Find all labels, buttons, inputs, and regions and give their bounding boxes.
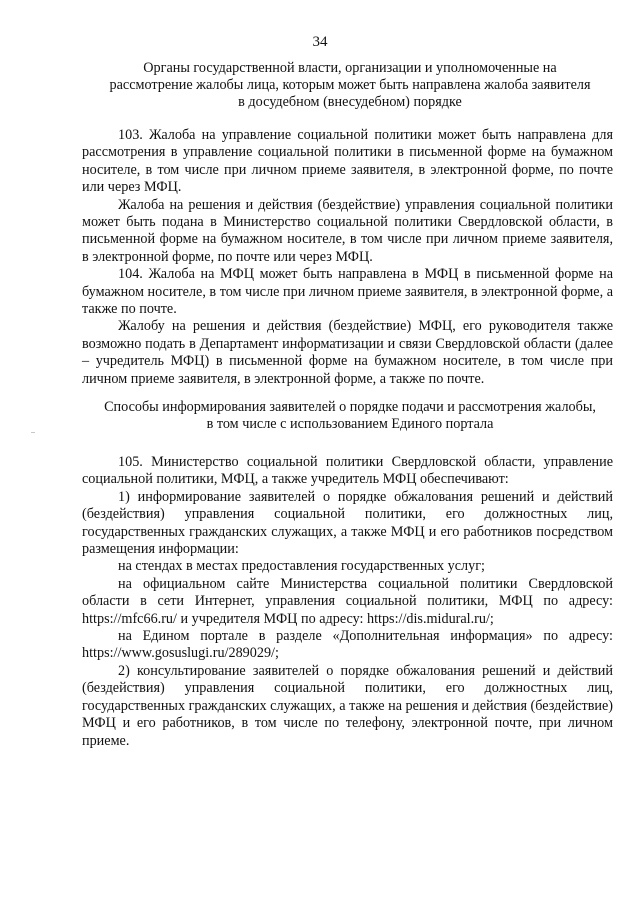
scan-artifact [31, 432, 35, 433]
body-section-informing-methods [82, 454, 613, 750]
paragraph-unified-portal: на Едином портале в разделе «Дополнительная информация» по адресу: https://www.gosuslugi.ru/289029/; [82, 628, 613, 662]
heading-line: в том числе с использованием Единого портала [206, 416, 494, 432]
paragraph-complaint-to-ministry: Жалоба на решения и действия (бездействие) управления социальной политики может быть подана в Министерство социальной политики Свердловской области, в письменной форме на бумажном носителе, в том числе при личном приеме заявителя, в электронной форме, по почте или через МФЦ. [82, 196, 613, 265]
heading-line: Способы информирования заявителей о порядке подачи и рассмотрения жалобы, [104, 399, 596, 415]
page-number: 34 [312, 34, 328, 50]
paragraph-item-2-consulting: 2) консультирование заявителей о порядке обжалования решений и действий (бездействия) управления социальной политики, его должностных лиц, государственных гражданских служащих, а также на решения и действия (бездействие) МФЦ и его работников, в том числе по телефону, электронной почте, при личном приеме. [82, 662, 614, 749]
paragraph-103: 103. Жалоба на управление социальной политики может быть направлена для рассмотрения в управление социальной политики в письменной форме на бумажном носителе, в том числе при личном приеме заявителя, в электронной форме, по почте или через МФЦ. [82, 127, 613, 196]
heading-line: рассмотрение жалобы лица, которым может быть направлена жалоба заявителя [109, 77, 591, 93]
paragraph-stands: на стендах в местах предоставления государственных услуг; [118, 558, 485, 575]
section-heading-informing-methods [80, 399, 620, 433]
heading-line: Органы государственной власти, организации и уполномоченные на [143, 60, 557, 76]
heading-line: в досудебном (внесудебном) порядке [238, 94, 462, 110]
paragraph-item-1-informing: 1) информирование заявителей о порядке обжалования решений и действий (бездействия) управления социальной политики, его должностных лиц, государственных гражданских служащих, а также МФЦ и его работников посредством размещения информации: [82, 488, 613, 558]
paragraph-complaint-to-department: Жалобу на решения и действия (бездействие) МФЦ, его руководителя также возможно подать в Департамент информатизации и связи Свердловской области (далее – учредитель МФЦ) в письменной форме на бумажном носителе, в том числе при личном приеме заявителя, в электронной форме, а также по почте. [82, 318, 613, 387]
body-section-complaint-authorities [82, 127, 613, 388]
paragraph-105: 105. Министерство социальной политики Свердловской области, управление социальной политики, МФЦ, а также учредитель МФЦ обеспечивают: [82, 454, 613, 488]
section-heading-complaint-authorities [80, 60, 620, 111]
paragraph-104: 104. Жалоба на МФЦ может быть направлена в МФЦ в письменной форме на бумажном носителе, в том числе при личном приеме заявителя, в электронной форме, а также по почте. [82, 266, 613, 318]
paragraph-official-websites: на официальном сайте Министерства социальной политики Свердловской области в сети Интернет, управления социальной политики, МФЦ по адресу: https://mfc66.ru/ и учредителя МФЦ по адресу: https://dis.midural.ru/; [82, 575, 613, 627]
